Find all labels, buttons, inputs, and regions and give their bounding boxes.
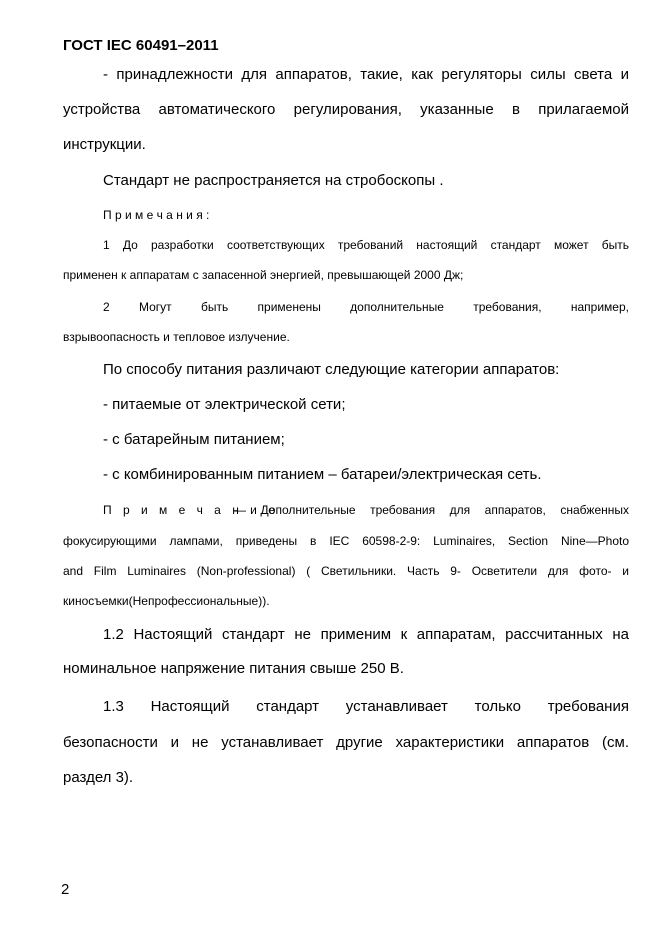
word: устанавливает [345, 698, 448, 715]
text-span: 1.2 Настоящий стандарт не применим к аппаратам, рассчитанных на [103, 626, 629, 643]
word: дополнительные [350, 300, 444, 314]
paragraph-line: раздел 3). [63, 769, 134, 786]
paragraph-line: номинальное напряжение питания свыше 250 В. [63, 660, 404, 677]
page-number: 2 [61, 881, 70, 898]
paragraph-line [103, 698, 629, 716]
word: только [474, 698, 521, 715]
text-span: 1 До разработки соответствующих требований настоящий стандарт может быть [103, 238, 629, 252]
word: 1.3 [103, 698, 124, 715]
word: стандарт [256, 698, 320, 715]
paragraph-line [103, 66, 629, 84]
paragraph: По способу питания различают следующие категории аппаратов: [103, 361, 560, 378]
paragraph-line: инструкции. [63, 136, 146, 153]
note-line [103, 238, 629, 253]
text-span: - принадлежности для аппаратов, такие, как регуляторы силы света и [103, 66, 629, 83]
paragraph-line [63, 734, 629, 752]
word: применены [257, 300, 321, 314]
text-span: — Дополнительные требования для аппаратов, снабженных [234, 503, 629, 517]
word: Могут [138, 300, 172, 314]
paragraph-line [103, 626, 629, 644]
text-span: безопасности и не устанавливает другие характеристики аппаратов (см. [63, 734, 629, 751]
note-line: киносъемки(Непрофессиональные)). [63, 594, 270, 608]
note-line: применен к аппаратам с запасенной энергией, превышающей 2000 Дж; [63, 268, 464, 282]
text-span: and Film Luminaires (Non-professional) ( Светильники. Часть 9- Осветители для фото- и [63, 564, 629, 578]
note-line [103, 300, 629, 315]
word: 2 [103, 300, 110, 314]
list-item: - питаемые от электрической сети; [103, 396, 346, 413]
paragraph-line [63, 101, 629, 119]
text-span: устройства автоматического регулирования, указанные в прилагаемой [63, 101, 629, 118]
note-line [103, 503, 629, 518]
word: требования, [473, 300, 542, 314]
list-item: - с батарейным питанием; [103, 431, 285, 448]
word: требования [547, 698, 629, 715]
page-header: ГОСТ IEC 60491–2011 [63, 37, 219, 54]
notes-heading: П р и м е ч а н и я : [103, 208, 210, 222]
paragraph: Стандарт не распространяется на стробоскопы . [103, 172, 444, 189]
note-line [63, 564, 629, 579]
note-line [63, 534, 629, 549]
text-span: фокусирующими лампами, приведены в IEC 60598-2-9: Luminaires, Section Nine—Photo [63, 534, 629, 548]
word: Настоящий [150, 698, 230, 715]
note-line: взрывоопасность и тепловое излучение. [63, 330, 290, 344]
word: например, [570, 300, 629, 314]
note-heading: П р и м е ч а н и е [103, 503, 279, 517]
list-item: - с комбинированным питанием – батареи/электрическая сеть. [103, 466, 542, 483]
word: быть [200, 300, 229, 314]
